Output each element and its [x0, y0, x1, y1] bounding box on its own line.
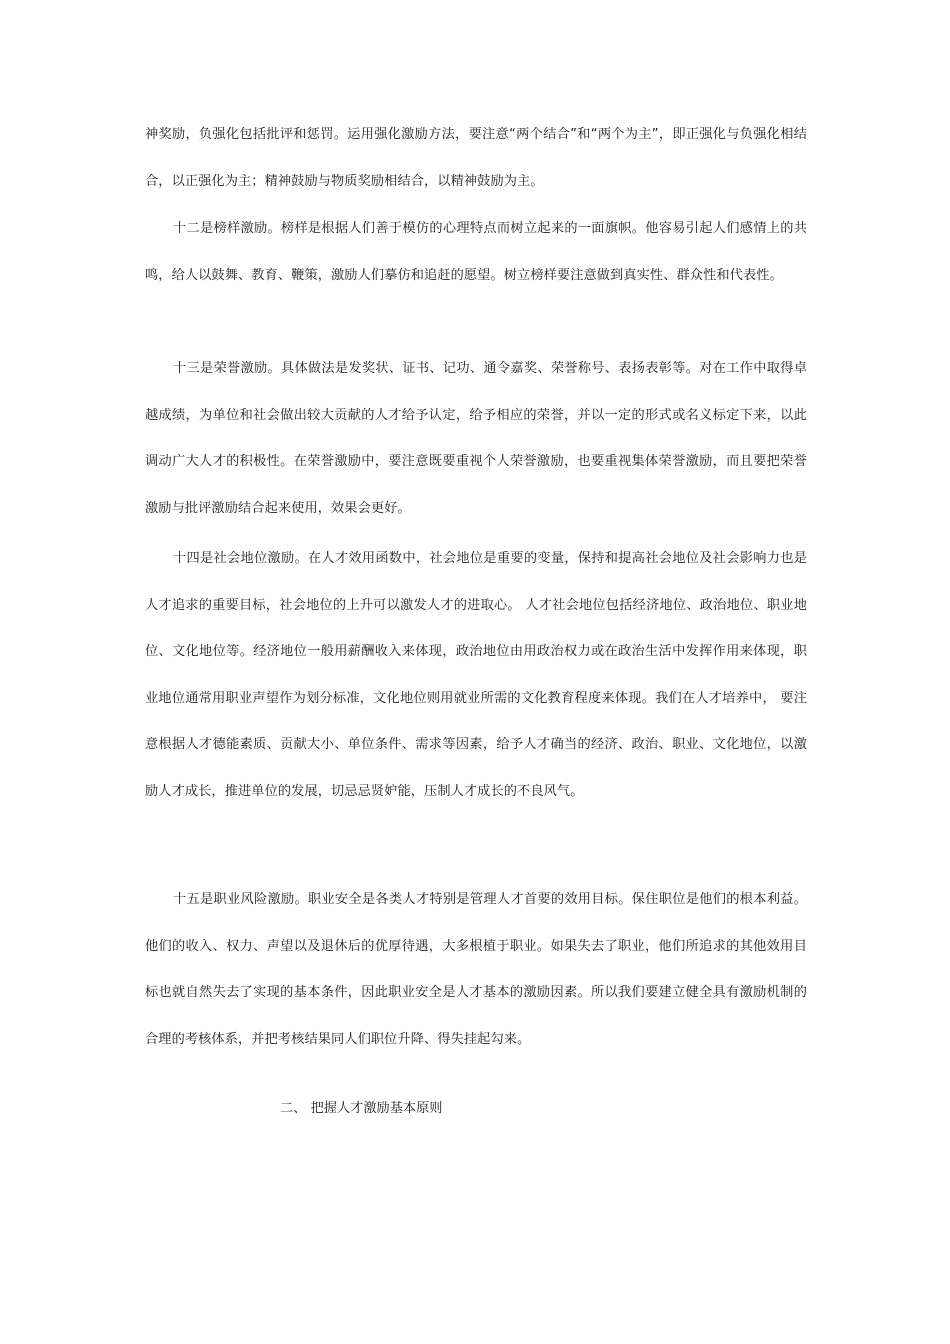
paragraph-honor-incentive: 十三是荣誉激励。具体做法是发奖状、证书、记功、通令嘉奖、荣誉称号、表扬表彰等。对在工作中取得卓越成绩，为单位和社会做出较大贡献的人才给予认定，给予相应的荣誉，并以一定的形式或名义标定下来，以此调动广大人才的积极性。在荣誉激励中，要注意既要重视个人荣誉激励，也要重视集体荣誉激励，而且要把荣誉激励与批评激励结合起来使用，效果会更好。 [145, 361, 807, 516]
paragraph-career-risk-incentive: 十五是职业风险激励。职业安全是各类人才特别是管理人才首要的效用目标。保住职位是他们的根本利益。他们的收入、权力、声望以及退休后的优厚待遇，大多根植于职业。如果失去了职业，他们所追求的其他效用目标也就自然失去了实现的基本条件，因此职业安全是人才基本的激励因素。所以我们要建立健全具有激励机制的合理的考核体系，并把考核结果同人们职位升降、得失挂起勾来。 [145, 892, 807, 1047]
paragraph-social-status-incentive: 十四是社会地位激励。在人才效用函数中，社会地位是重要的变量，保持和提高社会地位及社会影响力也是人才追求的重要目标，社会地位的上升可以激发人才的进取心。 人才社会地位包括经济地位、政治地位、职业地位、文化地位等。经济地位一般用薪酬收入来体现，政治地位由用政治权力或在政治生活中发挥作用来体现，职业地位通常用职业声望作为划分标准，文化地位则用就业所需的文化教育程度来体现。我们在人才培养中， 要注意根据人才德能素质、贡献大小、单位条件、需求等因素，给予人才确当的经济、政治、职业、文化地位，以激励人才成长，推进单位的发展，切忌忌贤妒能，压制人才成长的不良风气。 [145, 551, 807, 799]
paragraph-reinforcement-continued: 神奖励，负强化包括批评和惩罚。运用强化激励方法，要注意“两个结合”和“两个为主”，即正强化与负强化相结合，以正强化为主；精神鼓励与物质奖励相结合，以精神鼓励为主。 [145, 127, 807, 189]
paragraph-role-model-incentive: 十二是榜样激励。榜样是根据人们善于模仿的心理特点而树立起来的一面旗帜。他容易引起人们感情上的共鸣，给人以鼓舞、教育、鞭策，激励人们摹仿和追赶的愿望。树立榜样要注意做到真实性、群众性和代表性。 [145, 221, 807, 283]
section-heading: 二、 把握人才激励基本原则 [280, 1101, 443, 1116]
